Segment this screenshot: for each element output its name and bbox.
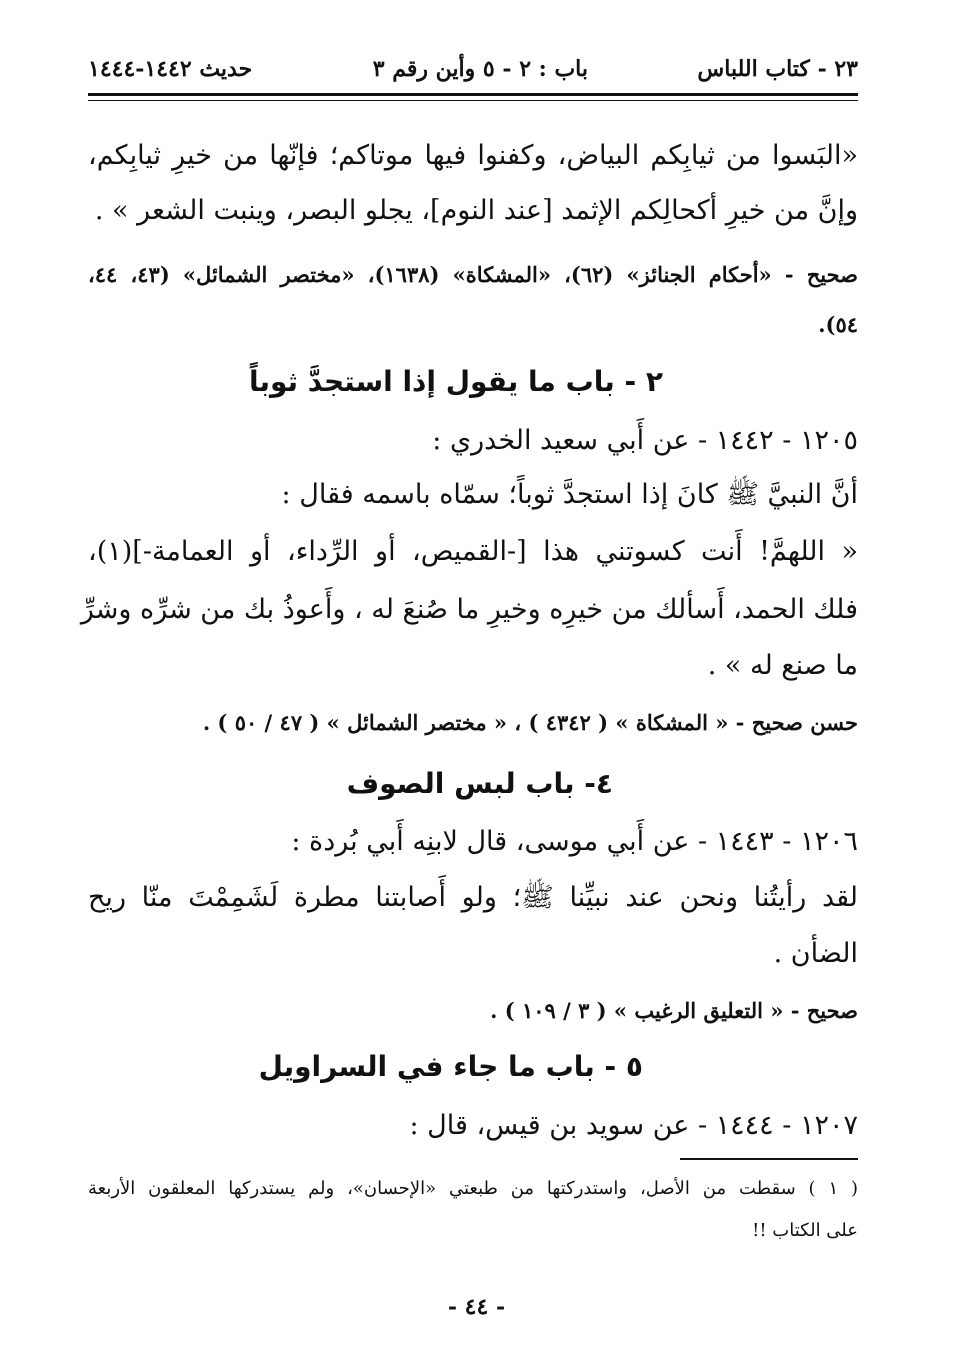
header-rule-thick — [88, 93, 858, 96]
text-line: « اللهمَّ! أَنت كسوتني هذا [-القميص، أو الرِّداء، أو العمامة-](١)، — [88, 536, 858, 567]
grading-line: صحيح - «أحكام الجنائز» (٦٢)، «المشكاة» (١٦٣٨)، «مختصر الشمائل» (٤٣، ٤٤، — [88, 262, 858, 287]
chapter-heading: ٥ - باب ما جاء في السراويل — [258, 1050, 643, 1083]
grading-line: ٥٤). — [818, 312, 858, 337]
footnote-text: ( ١ ) سقطت من الأصل، واستدركتها من طبعتي «الإحسان»، ولم يستدركها المعلقون الأربعة — [88, 1178, 859, 1199]
text-line: أنَّ النبيَّ ﷺ كانَ إذا استجدَّ ثوباً؛ سمّاه باسمه فقال : — [281, 479, 858, 510]
text-line: وإنَّ من خيرِ أكحالِكم الإثمد [عند النوم]، يجلو البصر، وينبت الشعر » . — [94, 195, 858, 226]
chapter-heading: ٢ - باب ما يقول إذا استجدَّ ثوباً — [248, 365, 663, 398]
hadith-number-line: ١٢٠٦ - ١٤٤٣ - عن أَبي موسى، قال لابنِه أَبي بُردة : — [291, 826, 858, 857]
header-rule-thin — [88, 100, 858, 101]
hadith-number-line: ١٢٠٧ - ١٤٤٤ - عن سويد بن قيس، قال : — [409, 1110, 858, 1141]
header-chapter: باب : ٢ - ٥ وأين رقم ٣ — [372, 56, 588, 82]
grading-line: حسن صحيح - « المشكاة » ( ٤٣٤٢ ) ، « مختصر الشمائل » ( ٤٧ / ٥٠ ) . — [202, 710, 858, 735]
text-line: الضأن . — [773, 938, 858, 969]
grading-line: صحيح - « التعليق الرغيب » ( ٣ / ١٠٩ ) . — [490, 998, 858, 1023]
text-line: فلك الحمد، أَسألك من خيرِه وخيرِ ما صُنعَ له ، وأَعوذُ بك من شرِّه وشرِّ — [80, 594, 858, 625]
text-line: لقد رأيتُنا ونحن عند نبيِّنا ﷺ؛ ولو أَصابتنا مطرة لَشَمِمْتَ منّا ريح — [88, 882, 858, 913]
hadith-number-line: ١٢٠٥ - ١٤٤٢ - عن أَبي سعيد الخدري : — [432, 425, 858, 456]
footnote-text: على الكتاب !! — [752, 1220, 858, 1241]
chapter-heading: ٤- باب لبس الصوف — [346, 767, 613, 800]
header-book-title: ٢٣ - كتاب اللباس — [697, 56, 858, 82]
text-line: ما صنع له » . — [707, 650, 858, 681]
header-hadith-range: حديث ١٤٤٢-١٤٤٤ — [88, 56, 253, 82]
footnote-rule — [680, 1158, 858, 1160]
text-line: «البَسوا من ثيابِكم البياض، وكفنوا فيها موتاكم؛ فإنّها من خيرِ ثيابِكم، — [88, 140, 858, 171]
running-header — [88, 56, 858, 96]
page-number: - ٤٤ - — [447, 1294, 506, 1320]
